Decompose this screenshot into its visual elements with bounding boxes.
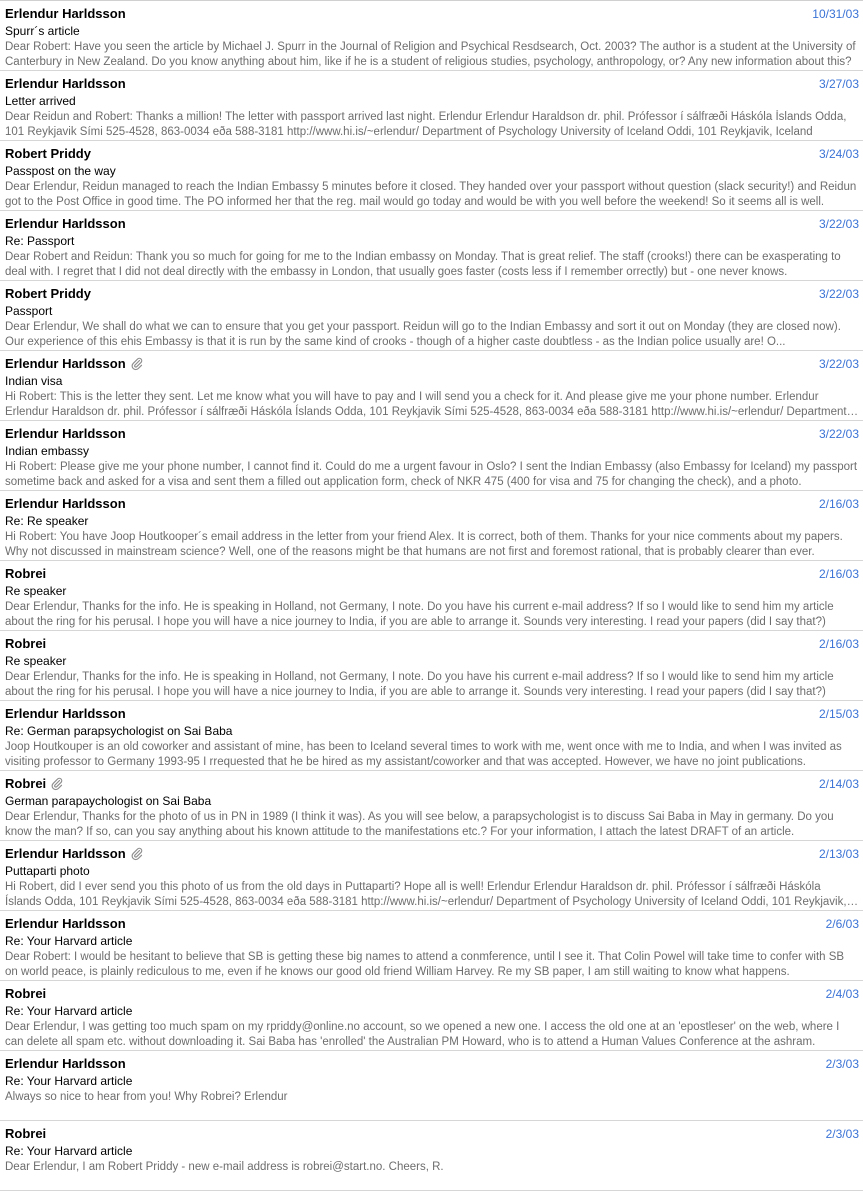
paperclip-icon [131,357,143,371]
message-preview: Dear Reidun and Robert: Thanks a million! The letter with passport arrived last night. Erlendur Erlendur Haraldson dr. phil. Prófessor í sálfræði Háskóla Íslands Odda, 101 Reykjavik Sími 525-4528, 863-0034 eða 588-3181 http://www.hi.is/~erlendur/ Department of Psychology University of Iceland Oddi, 101 Reykjavik, Iceland [5,111,847,138]
message-header [5,636,859,652]
message-header [5,776,859,792]
message-sender: Robrei [5,636,47,651]
message-header [5,566,859,582]
message-row[interactable] [0,561,863,631]
message-date: 3/22/03 [818,357,859,371]
message-header [5,76,859,92]
message-row[interactable] [0,1121,863,1191]
message-sender: Erlendur Harldsson [5,496,126,511]
message-date: 2/16/03 [818,567,859,581]
message-date: 3/22/03 [818,287,859,301]
message-header [5,286,859,302]
message-sender: Robrei [5,776,47,791]
message-sender: Erlendur Harldsson [5,846,126,861]
message-subject: Indian visa [5,374,63,388]
message-row[interactable] [0,141,863,211]
message-subject: Spurr´s article [5,24,80,38]
paperclip-icon [51,777,63,791]
message-date: 3/22/03 [818,427,859,441]
message-header [5,356,859,372]
message-header [5,1056,859,1072]
message-preview: Dear Robert: Have you seen the article by Michael J. Spurr in the Journal of Religion and Psychical Resdsearch, Oct. 2003? The author is a student at the University of Canterbury in New Zealand. Do you know anything about him, like if he is a student of religious studies, psychology, anthropology, or? Any new information about this? [5,41,856,68]
message-date: 2/3/03 [825,1057,859,1071]
message-subject: Re: Re speaker [5,514,89,528]
message-preview: Dear Erlendur, I was getting too much spam on my rpriddy@online.no account, so we opened a new one. I access the old one at an 'epostleser' on the web, where I can delete all spam etc. without downloading it. Sai Baba has 'enrolled' the Australian PM Howard, who is to attend a Human Values Conference at the ashram. [5,1021,840,1048]
message-sender: Erlendur Harldsson [5,356,126,371]
message-row[interactable] [0,771,863,841]
message-header [5,426,859,442]
message-date: 2/6/03 [825,917,859,931]
message-preview: Hi Robert, did I ever send you this photo of us from the old days in Puttaparti? Hope all is well! Erlendur Erlendur Haraldson dr. phil. Prófessor í sálfræði Háskóla Íslands Odda, 101 Reykjavik Sími 525-4528, 863-0034 eða 588-3181 http://www.hi.is/~erlendur/ Department of Psychology University of Iceland Oddi, 101 Reykjavik, [5,881,847,908]
message-preview: Dear Erlendur, Thanks for the info. He is speaking in Holland, not Germany, I note. Do you have his current e-mail address? If so I would like to send him my article about the ring for his perusal. I hope you will have a nice journey to India, if you are able to arrange it. Sounds very interesting. I read your papers (did I say that?) [5,671,834,698]
message-header [5,216,859,232]
message-sender: Erlendur Harldsson [5,216,126,231]
message-sender: Robrei [5,1126,47,1141]
message-sender: Robrei [5,566,47,581]
message-subject: Re speaker [5,654,67,668]
message-sender: Robert Priddy [5,286,91,301]
message-subject: Re: Your Harvard article [5,934,133,948]
message-subject: Indian embassy [5,444,90,458]
message-date: 2/13/03 [818,847,859,861]
message-subject: Re: Your Harvard article [5,1074,133,1088]
message-subject: Re: Your Harvard article [5,1004,133,1018]
message-preview: Dear Erlendur, Thanks for the info. He is speaking in Holland, not Germany, I note. Do you have his current e-mail address? If so I would like to send him my article about the ring for his perusal. I hope you will have a nice journey to India, if you are able to arrange it. Sounds very interesting. I read your papers (did I say that?) [5,601,834,628]
message-row[interactable] [0,981,863,1051]
message-date: 2/3/03 [825,1127,859,1141]
message-preview: Dear Robert and Reidun: Thank you so much for going for me to the Indian embassy on Monday. That is great relief. The staff (crooks!) there can be exasperating to deal with. I regret that I did not deal directly with the embassy in London, that usually goes faster (costs less if I remember orrectly) but - one never knows. [5,251,841,278]
message-date: 2/4/03 [825,987,859,1001]
message-sender: Erlendur Harldsson [5,76,126,91]
message-date: 2/16/03 [818,497,859,511]
message-row[interactable] [0,841,863,911]
message-row[interactable] [0,71,863,141]
message-date: 2/15/03 [818,707,859,721]
message-row[interactable] [0,701,863,771]
message-sender: Erlendur Harldsson [5,6,126,21]
message-header [5,496,859,512]
message-header [5,6,859,22]
message-preview: Hi Robert: You have Joop Houtkooper´s email address in the letter from your friend Alex. It is correct, both of them. Thanks for your nice comments about my papers. Why not discussed in mainstream science? Well, one of the reasons might be that humans are not first and foremost rational, that is probably clearer than ever. [5,531,843,558]
message-subject: Letter arrived [5,94,76,108]
message-header [5,1126,859,1142]
message-row[interactable] [0,911,863,981]
message-sender: Robrei [5,986,47,1001]
message-preview: Hi Robert: Please give me your phone number, I cannot find it. Could do me a urgent favour in Oslo? I sent the Indian Embassy (also Embassy for Iceland) my passport sometime back and asked for a visa and sent them a filled out application form, check of NKR 475 (400 for visa and 75 for changing the check), and a photo. [5,461,858,488]
message-date: 2/16/03 [818,637,859,651]
message-subject: Re: Passport [5,234,75,248]
message-date: 10/31/03 [812,7,859,21]
message-sender: Erlendur Harldsson [5,1056,126,1071]
message-sender: Erlendur Harldsson [5,706,126,721]
message-row[interactable] [0,1051,863,1121]
message-preview: Hi Robert: This is the letter they sent. Let me know what you will have to pay and I will send you a check for it. And please give me your phone number. Erlendur Erlendur Haraldson dr. phil. Prófessor í sálfræði Háskóla Íslands Odda, 101 Reykjavik Sími 525-4528, 863-0034 eða 588-3181 http://www.hi.is/~erlendur/ Department [5,391,847,418]
message-preview: Dear Erlendur, Reidun managed to reach the Indian Embassy 5 minutes before it closed. They handed over your passport without question (slack security!) and Reidun got to the Post Office in good time. The PO informed her that the reg. mail would go today and would be with you well before the weekend! So it seems all is well. [5,181,857,208]
message-row[interactable] [0,281,863,351]
message-row[interactable] [0,631,863,701]
message-row[interactable] [0,351,863,421]
message-preview: Joop Houtkouper is an old coworker and assistant of mine, has been to Iceland several times to work with me, went once with me to India, and when I was invited as visiting professor to Germany 1993-95 I rrequested that he be hired as my assistant/coworker and that was accepted. However, we have no joint publications. [5,741,842,768]
message-row[interactable] [0,491,863,561]
message-subject: Puttaparti photo [5,864,90,878]
message-date: 3/24/03 [818,147,859,161]
message-preview: Always so nice to hear from you! Why Robrei? Erlendur [5,1091,288,1103]
message-subject: German parapaychologist on Sai Baba [5,794,212,808]
message-subject: Re speaker [5,584,67,598]
message-subject: Re: German parapsychologist on Sai Baba [5,724,233,738]
message-subject: Passpost on the way [5,164,116,178]
message-date: 3/27/03 [818,77,859,91]
message-sender: Robert Priddy [5,146,91,161]
message-preview: Dear Erlendur, We shall do what we can to ensure that you get your passport. Reidun will go to the Indian Embassy and sort it out on Monday (they are closed now). Our experience of this ehis Embassy is that it is run by the same kind of crooks - though of a higher caste doubtless - as the Indian police usually are! O... [5,321,841,348]
message-header [5,706,859,722]
message-preview: Dear Robert: I would be hesitant to believe that SB is getting these big names to attend a conmference, until I see it. That Colin Powel will take time to confer with SB on world peace, is plainly rediculous to me, even if he knows our good old friend William Harvey. Re my SB paper, I am still waiting to know what happens. [5,951,845,978]
paperclip-icon [131,847,143,861]
message-preview: Dear Erlendur, I am Robert Priddy - new e-mail address is robrei@start.no. Cheers, R. [5,1161,444,1173]
message-header [5,846,859,862]
message-row[interactable] [0,421,863,491]
message-row[interactable] [0,211,863,281]
message-header [5,146,859,162]
message-sender: Erlendur Harldsson [5,426,126,441]
message-date: 3/22/03 [818,217,859,231]
message-sender: Erlendur Harldsson [5,916,126,931]
message-subject: Re: Your Harvard article [5,1144,133,1158]
message-subject: Passport [5,304,53,318]
message-header [5,986,859,1002]
message-date: 2/14/03 [818,777,859,791]
message-preview: Dear Erlendur, Thanks for the photo of us in PN in 1989 (I think it was). As you will see below, a parapsychologist is to discuss Sai Baba in May in germany. Do you know the man? If so, can you say anything about his known attitude to the manifestations etc.? For your information, I attach the latest DRAFT of an article. [5,811,834,838]
message-row[interactable] [0,1,863,71]
message-header [5,916,859,932]
